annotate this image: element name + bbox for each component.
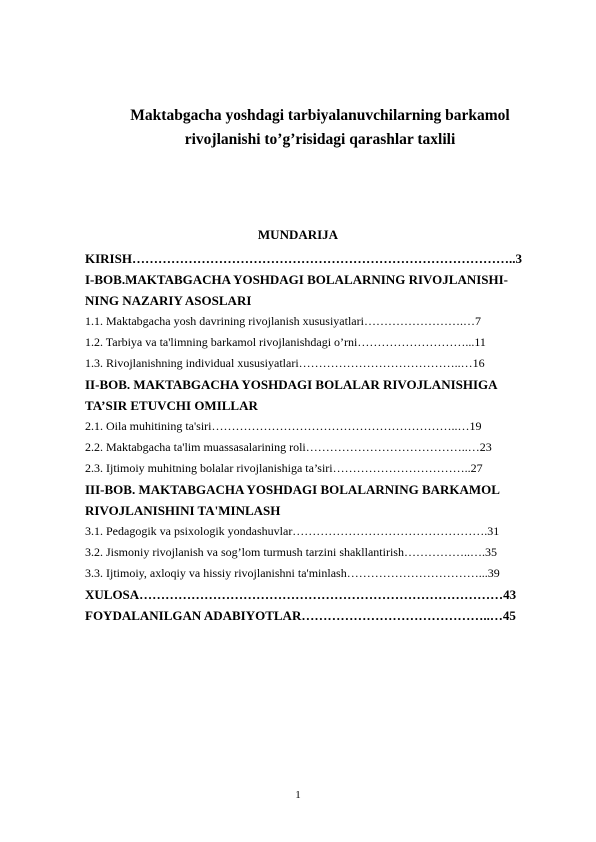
toc-entry: II-BOB. MAKTABGACHA YOSHDAGI BOLALAR RIVOJLANISHIGA: [85, 377, 498, 392]
toc-entry: 2.3. Ijtimoiy muhitning bolalar rivojlanishiga ta’siri……………………………..27: [85, 461, 483, 475]
contents-heading: MUNDARIJA: [257, 227, 339, 242]
toc-entry: I-BOB.MAKTABGACHA YOSHDAGI BOLALARNING RIVOJLANISHI-: [85, 272, 509, 287]
toc-entry: 1.1. Maktabgacha yosh davrining rivojlanish xususiyatlari…………………….…7: [85, 314, 481, 328]
toc-entry: III-BOB. MAKTABGACHA YOSHDAGI BOLALARNING BARKAMOL: [85, 482, 500, 497]
toc-entry: NING NAZARIY ASOSLARI: [85, 293, 252, 308]
title-line-2: rivojlanishi to’g’risidagi qarashlar taxlili: [184, 131, 456, 148]
toc-entry: RIVOJLANISHINI TA'MINLASH: [85, 503, 281, 518]
toc-entry: 3.3. Ijtimoiy, axloqiy va hissiy rivojlanishni ta'minlash……………………………...39: [85, 566, 500, 580]
toc-entry: 3.2. Jismoniy rivojlanish va sog’lom turmush tarzini shakllantirish……………..….35: [85, 545, 497, 559]
toc-entry: TA’SIR ETUVCHI OMILLAR: [85, 398, 258, 413]
table-of-contents: [85, 248, 557, 626]
toc-entry: FOYDALANILGAN ADABIYOTLAR……………………………………..…45: [85, 608, 516, 623]
toc-entry: 3.1. Pedagogik va psixologik yondashuvlar………………………………………….31: [85, 524, 500, 538]
toc-entry: KIRISH……………………………………………………………………………..3: [85, 251, 522, 266]
page-number: 1: [295, 789, 301, 801]
title-line-1: Maktabgacha yoshdagi tarbiyalanuvchilarning barkamol: [130, 107, 510, 124]
toc-entry: 2.2. Maktabgacha ta'lim muassasalarining roli…………………………………..…23: [85, 440, 492, 454]
toc-entry: XULOSA…………………………………………………………………………43: [85, 587, 517, 602]
toc-entry: 1.3. Rivojlanishning individual xususiyatlari…………………………………..…16: [85, 356, 485, 370]
toc-entry: 1.2. Tarbiya va ta'limning barkamol rivojlanishdagi o’rni………………………...11: [85, 335, 486, 349]
document-title: [60, 104, 580, 152]
toc-entry: 2.1. Oila muhitining ta'siri……………………………………………………..…19: [85, 419, 482, 433]
